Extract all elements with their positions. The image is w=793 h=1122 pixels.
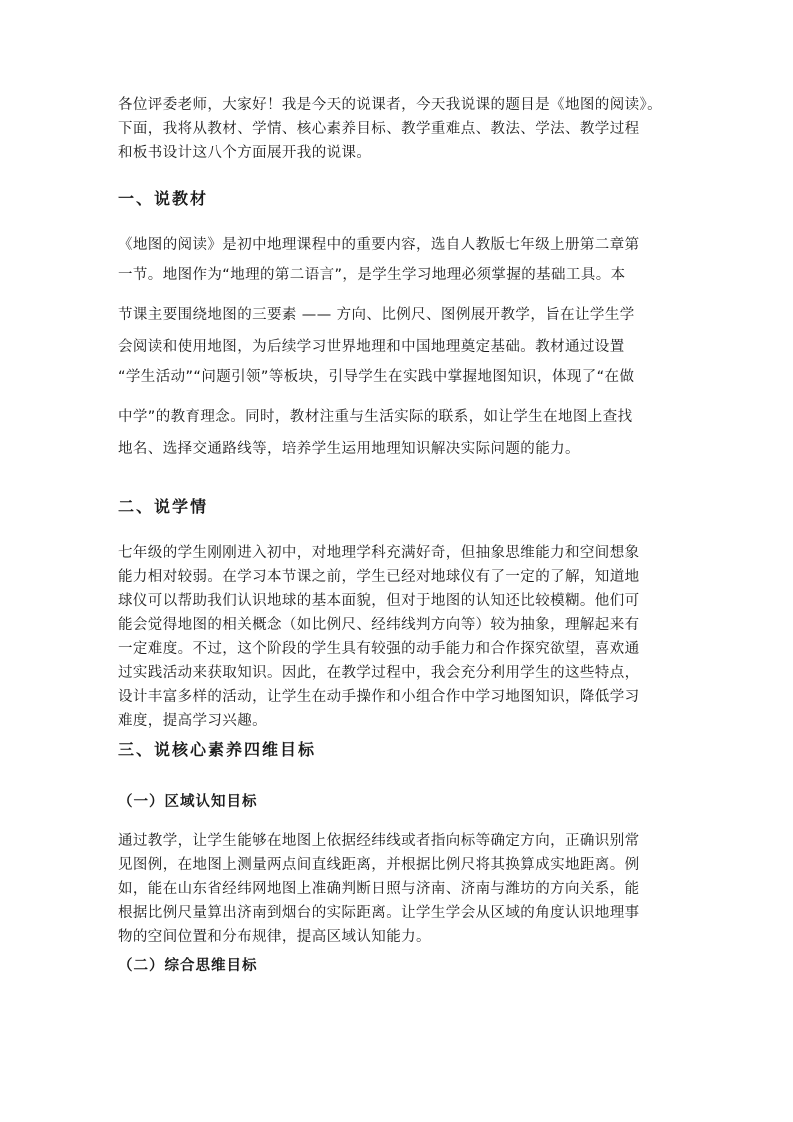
text-line: 下面，我将从教材、学情、核心素养目标、教学重难点、教法、学法、教学过程	[118, 121, 640, 137]
text-line: 和板书设计这八个方面展开我的说课。	[118, 145, 372, 161]
subsection1-paragraph	[118, 829, 678, 949]
section-heading: 一、说教材	[118, 189, 209, 208]
text-line: 会阅读和使用地图，为后续学习世界地理和中国地理奠定基础。教材通过设置	[118, 339, 625, 355]
text-line: 《地图的阅读》是初中地理课程中的重要内容，选自人教版七年级上册第二章第	[118, 237, 640, 253]
text-line: “学生活动”“问题引领”等板块，引导学生在实践中掌握地图知识，体现了“在做	[118, 369, 635, 385]
text-line: 难度，提高学习兴趣。	[118, 713, 267, 729]
text-line: 一定难度。不过，这个阶段的学生具有较强的动手能力和合作探究欲望，喜欢通	[118, 641, 640, 657]
intro-paragraph	[118, 93, 678, 165]
section-heading: 三、说核心素养四维目标	[118, 740, 317, 759]
subsection-heading: （二）综合思维目标	[118, 958, 258, 974]
text-line: 过实践活动来获取知识。因此，在教学过程中，我会充分利用学生的这些特点，	[118, 665, 640, 681]
text-line: 地名、选择交通路线等，培养学生运用地理知识解决实际问题的能力。	[118, 441, 580, 457]
text-line: 各位评委老师，大家好！我是今天的说课者，今天我说课的题目是《地图的阅读》。	[118, 97, 663, 113]
subsection-heading: （一）区域认知目标	[118, 794, 258, 810]
section-heading: 二、说学情	[118, 497, 209, 516]
text-line: 根据比例尺量算出济南到烟台的实际距离。让学生学会从区域的角度认识地理事	[118, 905, 640, 921]
text-line: 中学”的教育理念。同时，教材注重与生活实际的联系，如让学生在地图上查找	[118, 409, 633, 425]
section1-paragraph	[118, 233, 678, 467]
text-line: 球仪可以帮助我们认识地球的基本面貌，但对于地图的认知还比较模糊。他们可	[118, 593, 640, 609]
text-line: 能会觉得地图的相关概念（如比例尺、经纬线判方向等）较为抽象，理解起来有	[118, 617, 640, 633]
text-line: 一节。地图作为“地理的第二语言”，是学生学习地理必须掌握的基础工具。本	[118, 267, 626, 283]
text-line: 如，能在山东省经纬网地图上准确判断日照与济南、济南与潍坊的方向关系，能	[118, 881, 640, 897]
text-line: 通过教学，让学生能够在地图上依据经纬线或者指向标等确定方向，正确识别常	[118, 833, 640, 849]
text-line: 七年级的学生刚刚进入初中，对地理学科充满好奇，但抽象思维能力和空间想象	[118, 545, 640, 561]
text-line: 物的空间位置和分布规律，提高区域认知能力。	[118, 929, 431, 945]
text-line: 见图例，在地图上测量两点间直线距离，并根据比例尺将其换算成实地距离。例	[118, 857, 640, 873]
text-line: 设计丰富多样的活动，让学生在动手操作和小组合作中学习地图知识，降低学习	[118, 689, 640, 705]
text-line: 节课主要围绕地图的三要素 —— 方向、比例尺、图例展开教学，旨在让学生学	[118, 307, 635, 323]
text-line: 能力相对较弱。在学习本节课之前，学生已经对地球仪有了一定的了解，知道地	[118, 569, 640, 585]
section2-paragraph	[118, 541, 678, 733]
